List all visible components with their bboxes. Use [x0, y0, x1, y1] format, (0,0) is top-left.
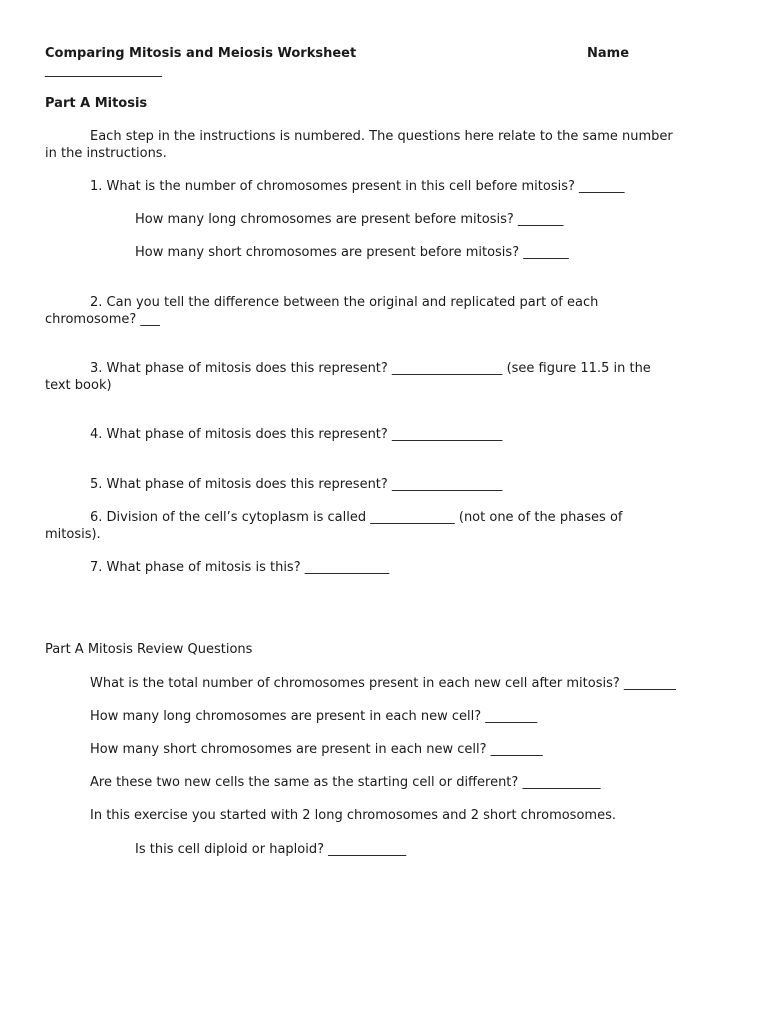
intro-text-line-1: Each step in the instructions is numbered. The questions here relate to the same number: [90, 129, 673, 144]
intro-text-line-2: in the instructions.: [45, 146, 167, 161]
question-3-line-2: text book): [45, 378, 112, 393]
question-2-line-1: 2. Can you tell the difference between the original and replicated part of each: [90, 295, 599, 310]
question-1: 1. What is the number of chromosomes present in this cell before mitosis? _______: [90, 179, 625, 194]
review-question-5: In this exercise you started with 2 long chromosomes and 2 short chromosomes.: [90, 808, 616, 823]
question-1a: How many long chromosomes are present before mitosis? _______: [135, 212, 564, 227]
review-question-6: Is this cell diploid or haploid? ____________: [135, 842, 407, 857]
review-question-3: How many short chromosomes are present in each new cell? ________: [90, 742, 543, 757]
question-5: 5. What phase of mitosis does this represent? _________________: [90, 477, 503, 492]
review-question-4: Are these two new cells the same as the starting cell or different? ____________: [90, 775, 601, 790]
review-question-1: What is the total number of chromosomes present in each new cell after mitosis? ________: [90, 676, 676, 691]
worksheet-title: Comparing Mitosis and Meiosis Worksheet: [45, 46, 357, 61]
name-label: Name: [587, 46, 630, 61]
part-a-heading: Part A Mitosis: [45, 96, 148, 111]
question-2-line-2: chromosome? ___: [45, 312, 160, 327]
question-6-line-2: mitosis).: [45, 527, 101, 542]
question-3-line-1: 3. What phase of mitosis does this represent? _________________ (see figure 11.5 in the: [90, 361, 651, 376]
review-heading: Part A Mitosis Review Questions: [45, 642, 253, 657]
question-1b: How many short chromosomes are present before mitosis? _______: [135, 245, 569, 260]
question-6-line-1: 6. Division of the cell’s cytoplasm is called _____________ (not one of the phases of: [90, 510, 623, 525]
question-4: 4. What phase of mitosis does this represent? _________________: [90, 427, 503, 442]
name-blank: __________________: [45, 63, 162, 78]
question-7: 7. What phase of mitosis is this? _____________: [90, 560, 390, 575]
review-question-2: How many long chromosomes are present in each new cell? ________: [90, 709, 538, 724]
